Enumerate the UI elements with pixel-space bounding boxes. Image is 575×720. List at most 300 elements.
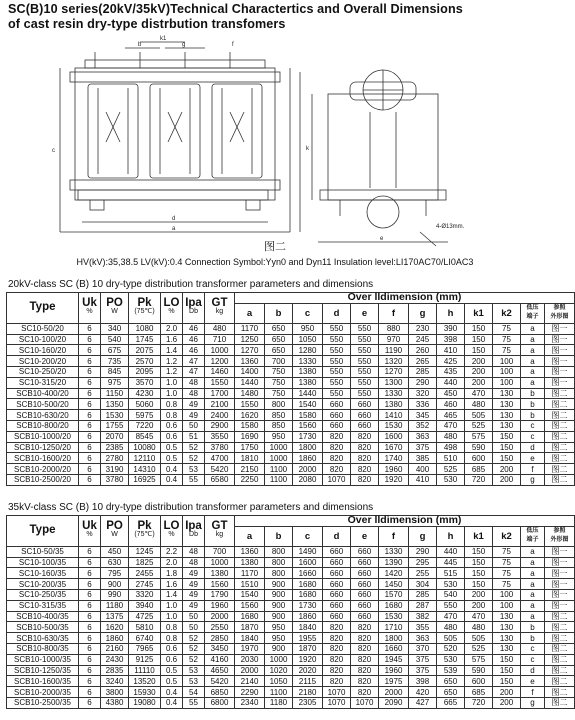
table-cell: g	[521, 474, 545, 485]
cell-type: SC10-50/35	[7, 546, 79, 557]
table-cell: 1070	[323, 474, 351, 485]
cell-type: SCB10-500/20	[7, 399, 79, 410]
table-cell: 200	[465, 600, 493, 611]
table-cell: 285	[409, 366, 437, 377]
table-cell: 820	[351, 464, 379, 475]
col-over-dimension-unit: (mm)	[435, 514, 462, 527]
table-cell: 6	[79, 453, 101, 464]
table-cell: 1330	[379, 388, 409, 399]
document-title	[8, 2, 548, 32]
table-row	[7, 687, 575, 698]
cell-type: SCB10-400/20	[7, 388, 79, 399]
table-cell: 0.5	[161, 665, 183, 676]
table-cell: 450	[101, 546, 129, 557]
table-cell: 400	[409, 464, 437, 475]
table-cell: 图二	[545, 399, 575, 410]
table-cell: 1000	[205, 557, 235, 568]
col-uk	[79, 516, 101, 547]
table-cell: 0.8	[161, 410, 183, 421]
table-cell: 4380	[101, 697, 129, 708]
table-cell: 1730	[293, 431, 323, 442]
table-cell: 6850	[205, 687, 235, 698]
cell-type: SCB10-500/35	[7, 622, 79, 633]
table-cell: 1860	[101, 633, 129, 644]
table-cell: 150	[465, 568, 493, 579]
table-cell: 10080	[129, 442, 161, 453]
table-cell: 470	[437, 420, 465, 431]
drawing-label-bolt: 4-Ø13mm.	[436, 224, 465, 230]
table-cell: 260	[409, 345, 437, 356]
table-row	[7, 546, 575, 557]
table-cell: 1600	[293, 557, 323, 568]
table-cell: 0.6	[161, 654, 183, 665]
table-cell: 352	[409, 420, 437, 431]
col-dim-b: b	[265, 303, 293, 323]
table-cell: 50	[183, 622, 205, 633]
table-cell: 950	[265, 622, 293, 633]
table-cell: 2070	[101, 431, 129, 442]
table-cell: 1380	[293, 366, 323, 377]
table-cell: 1600	[379, 431, 409, 442]
table-cell: 6	[79, 345, 101, 356]
table-cell: 1.4	[161, 345, 183, 356]
table-cell: 600	[465, 453, 493, 464]
table-cell: 550	[323, 323, 351, 334]
table-cell: 0.8	[161, 622, 183, 633]
table-cell: 图二	[545, 464, 575, 475]
table-cell: 100	[493, 356, 521, 367]
table-cell: 6	[79, 474, 101, 485]
col-lo	[161, 293, 183, 324]
table-cell: 1100	[265, 687, 293, 698]
table-cell: 900	[265, 611, 293, 622]
col-po-label: PO	[106, 520, 123, 533]
table-cell: 1070	[351, 697, 379, 708]
col-dim-k2: k2	[493, 526, 521, 546]
table-cell: c	[521, 643, 545, 654]
table-cell: 660	[323, 589, 351, 600]
table-cell: 1620	[235, 410, 265, 421]
table-cell: a	[521, 345, 545, 356]
col-low-terminal: 低压 端子	[521, 526, 545, 546]
table-cell: 51	[183, 431, 205, 442]
table-cell: 0.4	[161, 687, 183, 698]
table-cell: 820	[351, 474, 379, 485]
table-cell: 75	[493, 323, 521, 334]
table-cell: 图二	[545, 410, 575, 421]
cell-type: SC10-160/20	[7, 345, 79, 356]
col-lo-unit: %	[168, 308, 175, 316]
header-row	[7, 516, 575, 527]
table-cell: 820	[351, 665, 379, 676]
table-cell: 0.4	[161, 464, 183, 475]
table-cell: 1825	[129, 557, 161, 568]
table-cell: 1070	[323, 687, 351, 698]
table-cell: 1490	[293, 546, 323, 557]
table-cell: 540	[437, 589, 465, 600]
table-cell: 1745	[129, 334, 161, 345]
table-cell: 660	[351, 546, 379, 557]
table-cell: 525	[465, 643, 493, 654]
table-cell: 505	[465, 410, 493, 421]
table-cell: 5975	[129, 410, 161, 421]
table-cell: 52	[183, 643, 205, 654]
title-line-1: SC(B)10 series(20kV/35kV)Technical Charactertics and Overall Dimensions	[8, 2, 463, 16]
col-uk-label: Uk	[82, 297, 97, 310]
table-row	[7, 697, 575, 708]
table-cell: 750	[265, 366, 293, 377]
cell-type: SCB10-630/35	[7, 633, 79, 644]
table-cell: 1.6	[161, 579, 183, 590]
table-cell: 820	[323, 622, 351, 633]
table-cell: 660	[351, 611, 379, 622]
table-cell: 445	[437, 557, 465, 568]
table-row	[7, 334, 575, 345]
table-cell: 1170	[235, 323, 265, 334]
drawing-label-k: k	[306, 146, 309, 152]
table-cell: 530	[437, 654, 465, 665]
table-cell: 550	[437, 600, 465, 611]
table-cell: 600	[465, 676, 493, 687]
table-cell: 4725	[129, 611, 161, 622]
table-cell: 2745	[129, 579, 161, 590]
table-cell: 1150	[101, 388, 129, 399]
table-cell: 355	[409, 622, 437, 633]
table-cell: 7965	[129, 643, 161, 654]
cell-type: SCB10-1250/20	[7, 442, 79, 453]
table-cell: 130	[493, 622, 521, 633]
col-over-dimension-unit: (mm)	[435, 291, 462, 304]
col-over-dimension: Over lldimension (mm)	[235, 516, 575, 527]
table-cell: 900	[265, 589, 293, 600]
table-cell: 2385	[101, 442, 129, 453]
table-cell: 52	[183, 453, 205, 464]
table-cell: 2080	[293, 474, 323, 485]
table-cell: 1860	[293, 611, 323, 622]
table-cell: 550	[351, 356, 379, 367]
table-cell: 6740	[129, 633, 161, 644]
col-pk-unit: (75℃)	[134, 308, 155, 316]
table-cell: 1580	[235, 420, 265, 431]
table-cell: 0.5	[161, 453, 183, 464]
table-cell: 1070	[323, 697, 351, 708]
col-dim-d: d	[323, 303, 351, 323]
table-cell: 336	[409, 399, 437, 410]
table-row	[7, 622, 575, 633]
table-cell: 150	[465, 334, 493, 345]
table-cell: 1800	[293, 442, 323, 453]
table-cell: 1000	[265, 453, 293, 464]
table-cell: 2095	[129, 366, 161, 377]
table-cell: 75	[493, 568, 521, 579]
table-cell: 3800	[101, 687, 129, 698]
table-cell: 1510	[235, 579, 265, 590]
col-ref-figure: 参照 外形图	[545, 526, 575, 546]
table-cell: 820	[323, 464, 351, 475]
table-cell: 650	[265, 323, 293, 334]
table-cell: 2250	[235, 474, 265, 485]
table-cell: 图二	[545, 697, 575, 708]
drawing-label-f: f	[232, 42, 234, 48]
table-cell: 1380	[205, 568, 235, 579]
table-cell: 2570	[129, 356, 161, 367]
table-cell: 950	[265, 633, 293, 644]
table-cell: 820	[351, 643, 379, 654]
table-cell: 6	[79, 546, 101, 557]
table-cell: 1540	[235, 589, 265, 600]
table-cell: 200	[493, 697, 521, 708]
table-20kv	[6, 292, 575, 486]
drawing-label-d: d	[172, 216, 176, 222]
table-cell: 6	[79, 388, 101, 399]
table-row	[7, 568, 575, 579]
table-cell: a	[521, 366, 545, 377]
table-cell: 363	[409, 633, 437, 644]
table-cell: c	[521, 654, 545, 665]
table-cell: 1970	[235, 643, 265, 654]
table-cell: 6	[79, 611, 101, 622]
col-uk	[79, 293, 101, 324]
table-cell: 0.6	[161, 431, 183, 442]
table-cell: 2400	[205, 410, 235, 421]
col-lo-unit: %	[168, 531, 175, 539]
table-cell: 1400	[235, 366, 265, 377]
table-cell: 1270	[235, 345, 265, 356]
col-low-terminal: 低压 端子	[521, 303, 545, 323]
table-cell: 470	[465, 611, 493, 622]
table-cell: 2115	[293, 676, 323, 687]
table-cell: 52	[183, 654, 205, 665]
table-cell: 1740	[379, 453, 409, 464]
drawing-label-a: a	[172, 226, 176, 232]
table-cell: 970	[379, 334, 409, 345]
cell-type: SCB10-1600/35	[7, 676, 79, 687]
table-cell: 1960	[205, 600, 235, 611]
table-cell: 6	[79, 366, 101, 377]
table-cell: 460	[437, 399, 465, 410]
table-cell: 700	[265, 356, 293, 367]
table-cell: 3780	[101, 474, 129, 485]
table-cell: 820	[351, 442, 379, 453]
table-cell: a	[521, 589, 545, 600]
table-cell: 52	[183, 442, 205, 453]
table-cell: 6	[79, 676, 101, 687]
cell-type: SCB10-800/20	[7, 420, 79, 431]
table-cell: 55	[183, 697, 205, 708]
table-cell: 3190	[101, 464, 129, 475]
table-cell: 975	[101, 377, 129, 388]
table-cell: 2150	[235, 464, 265, 475]
table-cell: 150	[465, 323, 493, 334]
table-cell: 1730	[293, 600, 323, 611]
col-pk-label: Pk	[137, 520, 152, 533]
table-cell: 480	[437, 622, 465, 633]
col-gt	[205, 293, 235, 324]
table-cell: 410	[409, 474, 437, 485]
table-cell: 550	[351, 366, 379, 377]
table-cell: g	[521, 697, 545, 708]
table-cell: 图一	[545, 334, 575, 345]
table-cell: 530	[437, 474, 465, 485]
table-cell: 290	[409, 377, 437, 388]
table-cell: 340	[101, 323, 129, 334]
col-dim-f: f	[379, 303, 409, 323]
table-cell: 575	[465, 654, 493, 665]
table-row	[7, 345, 575, 356]
table-cell: a	[521, 323, 545, 334]
table-cell: 48	[183, 388, 205, 399]
table-cell: 75	[493, 546, 521, 557]
cell-type: SC10-200/20	[7, 356, 79, 367]
table-cell: 6800	[205, 697, 235, 708]
col-uk-label: Uk	[82, 520, 97, 533]
table-cell: 6	[79, 377, 101, 388]
cell-type: SC10-250/35	[7, 589, 79, 600]
table-cell: 150	[493, 442, 521, 453]
table-cell: 435	[437, 366, 465, 377]
table-cell: 图二	[545, 622, 575, 633]
table-cell: 6	[79, 410, 101, 421]
table-cell: 200	[493, 464, 521, 475]
table-cell: 150	[465, 345, 493, 356]
table-cell: 48	[183, 377, 205, 388]
col-dim-f: f	[379, 526, 409, 546]
table-cell: 图一	[545, 377, 575, 388]
table-cell: 0.6	[161, 643, 183, 654]
col-po-label: PO	[106, 297, 123, 310]
table-cell: 2030	[235, 654, 265, 665]
table-cell: 525	[437, 464, 465, 475]
table-cell: 820	[323, 665, 351, 676]
table-cell: 820	[323, 633, 351, 644]
table-cell: 1.0	[161, 388, 183, 399]
table-cell: 795	[101, 568, 129, 579]
table-row	[7, 676, 575, 687]
table-cell: 700	[205, 546, 235, 557]
table-cell: 1440	[293, 388, 323, 399]
table-row	[7, 611, 575, 622]
table-cell: 75	[493, 345, 521, 356]
table-cell: 820	[351, 676, 379, 687]
table-cell: 130	[493, 611, 521, 622]
table-cell: 0.8	[161, 399, 183, 410]
table-cell: 370	[409, 643, 437, 654]
col-pk-label: Pk	[137, 297, 152, 310]
table-cell: 285	[409, 589, 437, 600]
table-cell: b	[521, 388, 545, 399]
table-cell: 550	[351, 345, 379, 356]
cell-type: SCB10-1000/35	[7, 654, 79, 665]
table-cell: 5810	[129, 622, 161, 633]
table-cell: 800	[265, 399, 293, 410]
table-cell: 1800	[379, 633, 409, 644]
table-cell: 820	[351, 687, 379, 698]
table-cell: 800	[265, 568, 293, 579]
table-cell: 6580	[205, 474, 235, 485]
table-cell: 575	[465, 431, 493, 442]
table-cell: 49	[183, 589, 205, 600]
table-row	[7, 579, 575, 590]
col-dim-k2: k2	[493, 303, 521, 323]
table-cell: 660	[351, 557, 379, 568]
table-cell: 200	[465, 356, 493, 367]
table-cell: 0.5	[161, 442, 183, 453]
table-cell: 1360	[235, 546, 265, 557]
table-cell: 100	[493, 377, 521, 388]
table-cell: 480	[205, 323, 235, 334]
table-cell: 850	[265, 420, 293, 431]
table-cell: 1.2	[161, 356, 183, 367]
table-cell: 660	[323, 410, 351, 421]
table-cell: 820	[351, 431, 379, 442]
table-cell: 800	[265, 557, 293, 568]
spec-line: HV(kV):35,38.5 LV(kV):0.4 Connection Symbol:Yyn0 and Dyn11 Insulation level:LI170AC70/LI0AC3	[76, 257, 474, 267]
table-cell: 425	[437, 356, 465, 367]
table-cell: 660	[351, 600, 379, 611]
col-dim-c: c	[293, 526, 323, 546]
table-cell: 1530	[379, 420, 409, 431]
table-cell: 1380	[379, 399, 409, 410]
table-row	[7, 464, 575, 475]
table-cell: 820	[323, 442, 351, 453]
table-cell: 1.4	[161, 589, 183, 600]
table-cell: 46	[183, 323, 205, 334]
table-cell: 900	[265, 600, 293, 611]
table-cell: 1270	[379, 366, 409, 377]
table-cell: 1975	[379, 676, 409, 687]
table-cell: 3550	[205, 431, 235, 442]
table-cell: 2.2	[161, 546, 183, 557]
table-cell: 480	[465, 399, 493, 410]
table-cell: 1390	[379, 557, 409, 568]
cell-type: SCB10-1250/35	[7, 665, 79, 676]
table-cell: 0.8	[161, 633, 183, 644]
coil-left	[88, 84, 138, 178]
col-uk-unit: %	[86, 531, 93, 539]
table-cell: 550	[351, 377, 379, 388]
table-cell: 图一	[545, 557, 575, 568]
table-cell: 510	[437, 453, 465, 464]
col-ipa	[183, 516, 205, 547]
table-cell: 530	[437, 579, 465, 590]
table-cell: 图二	[545, 474, 575, 485]
table-cell: 590	[465, 665, 493, 676]
table-cell: 48	[183, 546, 205, 557]
table-cell: 200	[465, 589, 493, 600]
table-cell: 660	[323, 600, 351, 611]
table-cell: 820	[351, 622, 379, 633]
table-cell: 6	[79, 431, 101, 442]
table-cell: 150	[493, 654, 521, 665]
table-cell: 150	[465, 557, 493, 568]
table-cell: 900	[101, 579, 129, 590]
table-cell: 1660	[379, 643, 409, 654]
table-cell: 1530	[101, 410, 129, 421]
table-cell: 1.6	[161, 334, 183, 345]
table-cell: 1920	[293, 654, 323, 665]
table-cell: 2000	[293, 464, 323, 475]
table-cell: 1570	[379, 589, 409, 600]
table-cell: 540	[101, 334, 129, 345]
table-cell: 255	[409, 568, 437, 579]
table-cell: 6	[79, 643, 101, 654]
table-cell: 图二	[545, 665, 575, 676]
table-row	[7, 654, 575, 665]
table-cell: 150	[493, 453, 521, 464]
table-cell: 54	[183, 687, 205, 698]
table-cell: 550	[351, 388, 379, 399]
table-cell: 1330	[379, 546, 409, 557]
